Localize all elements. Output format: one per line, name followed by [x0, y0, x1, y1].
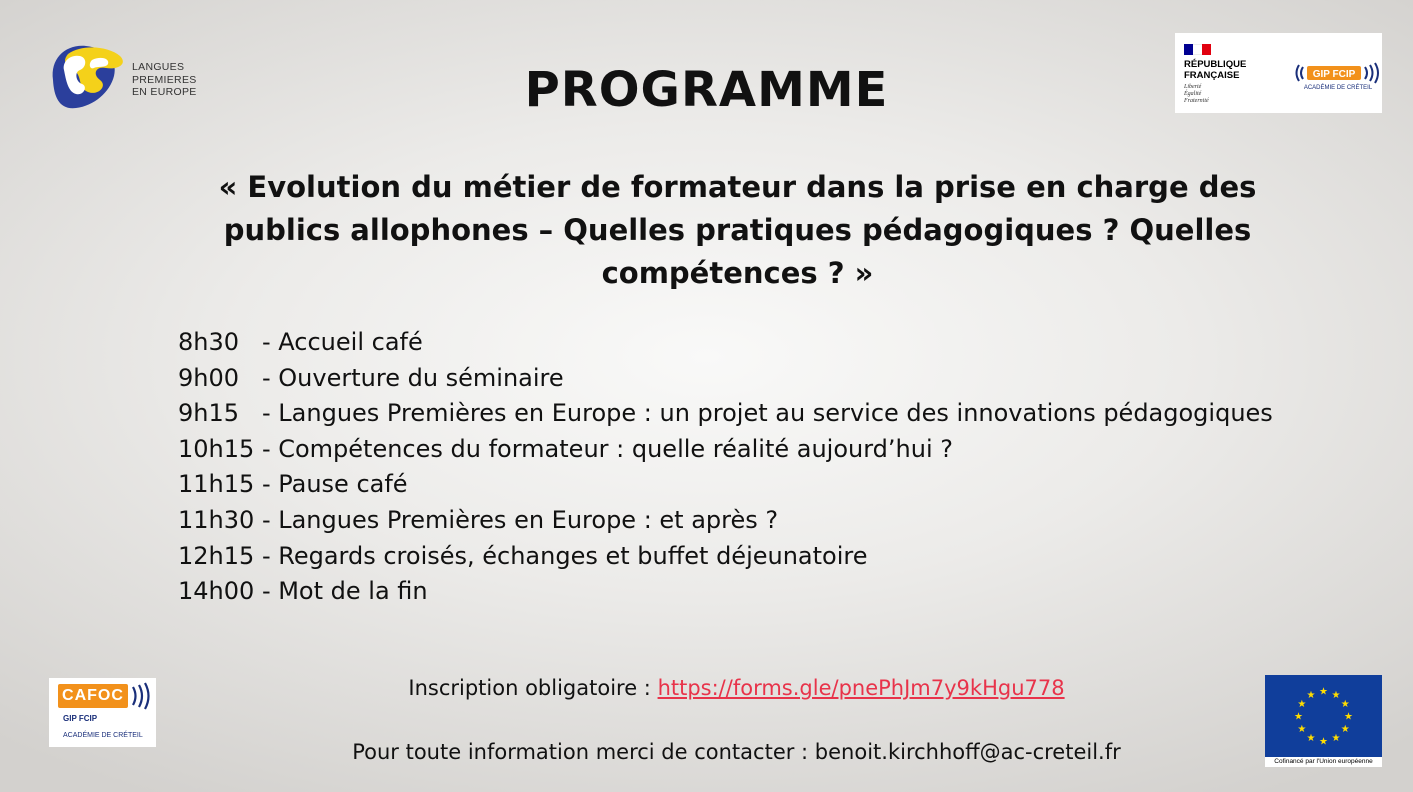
eu-star-icon: ★ [1319, 686, 1328, 698]
seminar-subtitle [190, 166, 1285, 295]
schedule-label: - Accueil café [262, 328, 423, 356]
eu-stars-icon [1265, 675, 1382, 757]
schedule-label: - Langues Premières en Europe : et après ? [261, 505, 779, 534]
schedule-label: - Mot de la fin [261, 577, 428, 606]
signal-waves-icon [129, 682, 155, 710]
eu-star-icon: ★ [1331, 689, 1341, 701]
schedule-item [178, 503, 1273, 539]
cafoc-line: ACADÉMIE DE CRÉTEIL [63, 732, 143, 739]
eu-star-icon: ★ [1340, 724, 1350, 735]
rf-motto-line: Liberté [1184, 84, 1202, 90]
eu-star-icon: ★ [1297, 724, 1307, 735]
eu-star-icon: ★ [1306, 733, 1316, 745]
schedule-time: 9h00 [178, 363, 240, 392]
schedule-time: 14h00 [178, 577, 255, 606]
schedule-list [178, 325, 1273, 610]
eu-star-icon: ★ [1319, 736, 1328, 748]
eu-star-icon: ★ [1306, 689, 1316, 701]
lpe-line: LANGUES [132, 61, 185, 73]
schedule-item [178, 467, 1273, 503]
contact-email: benoit.kirchhoff@ac-creteil.fr [814, 740, 1121, 764]
schedule-time: 11h30 [178, 505, 255, 534]
registration-link[interactable]: https://forms.gle/pnePhJm7y9kHgu778 [657, 676, 1065, 700]
lpe-line: PREMIERES [132, 73, 197, 86]
cafoc-line: GIP FCIP [63, 714, 98, 723]
registration-label: Inscription obligatoire : [408, 676, 658, 700]
eu-star-icon: ★ [1344, 711, 1353, 723]
schedule-time: 10h15 [178, 434, 255, 463]
eu-logo-box [1265, 675, 1382, 767]
rf-motto-line: Fraternité [1184, 98, 1209, 104]
cafoc-logo-box [49, 678, 156, 747]
eu-flag-icon [1265, 675, 1382, 757]
subtitle-line: « Evolution du métier de formateur dans la prise en charge des [218, 170, 1257, 204]
schedule-item [178, 361, 1273, 397]
rf-motto-line: Égalité [1184, 91, 1202, 97]
gip-logo-label: GIP FCIP [1312, 69, 1356, 80]
page-title: PROGRAMME [524, 62, 889, 118]
eu-star-icon: ★ [1297, 699, 1307, 710]
contact-label: Pour toute information merci de contacter : [352, 740, 815, 764]
subtitle-line: publics allophones – Quelles pratiques pédagogiques ? Quelles [223, 213, 1252, 247]
rf-name-line: FRANÇAISE [1184, 70, 1240, 81]
schedule-label: - Ouverture du séminaire [262, 363, 564, 392]
lpe-line: EN EUROPE [132, 86, 197, 98]
schedule-item [178, 432, 1273, 468]
schedule-item [178, 325, 1273, 361]
schedule-time: 12h15 [178, 541, 255, 570]
cafoc-badge: CAFOC [58, 684, 128, 708]
schedule-time: 9h15 [178, 399, 240, 428]
schedule-label: - Pause café [261, 470, 408, 499]
subtitle-line: compétences ? » [601, 256, 874, 290]
schedule-item [178, 539, 1273, 575]
eu-star-icon: ★ [1340, 699, 1350, 710]
schedule-item [178, 574, 1273, 610]
schedule-time: 8h30 [178, 328, 240, 356]
schedule-label: - Langues Premières en Europe : un projet au service des innovations pédagogiques [262, 399, 1273, 428]
eu-star-icon: ★ [1294, 711, 1303, 723]
eu-star-icon: ★ [1331, 733, 1341, 745]
gip-logo-caption: ACADÉMIE DE CRÉTEIL [1303, 85, 1373, 91]
schedule-label: - Compétences du formateur : quelle réalité aujourd’hui ? [261, 434, 954, 463]
registration-line [0, 676, 1413, 700]
schedule-item [178, 396, 1273, 432]
contact-line [0, 740, 1413, 764]
schedule-label: - Regards croisés, échanges et buffet déjeunatoire [261, 541, 868, 570]
schedule-time: 11h15 [178, 470, 255, 499]
french-flag-icon [1184, 44, 1211, 55]
eu-caption: Cofinancé par l'Union européenne [1274, 758, 1373, 765]
rf-name-line: RÉPUBLIQUE [1184, 59, 1247, 70]
